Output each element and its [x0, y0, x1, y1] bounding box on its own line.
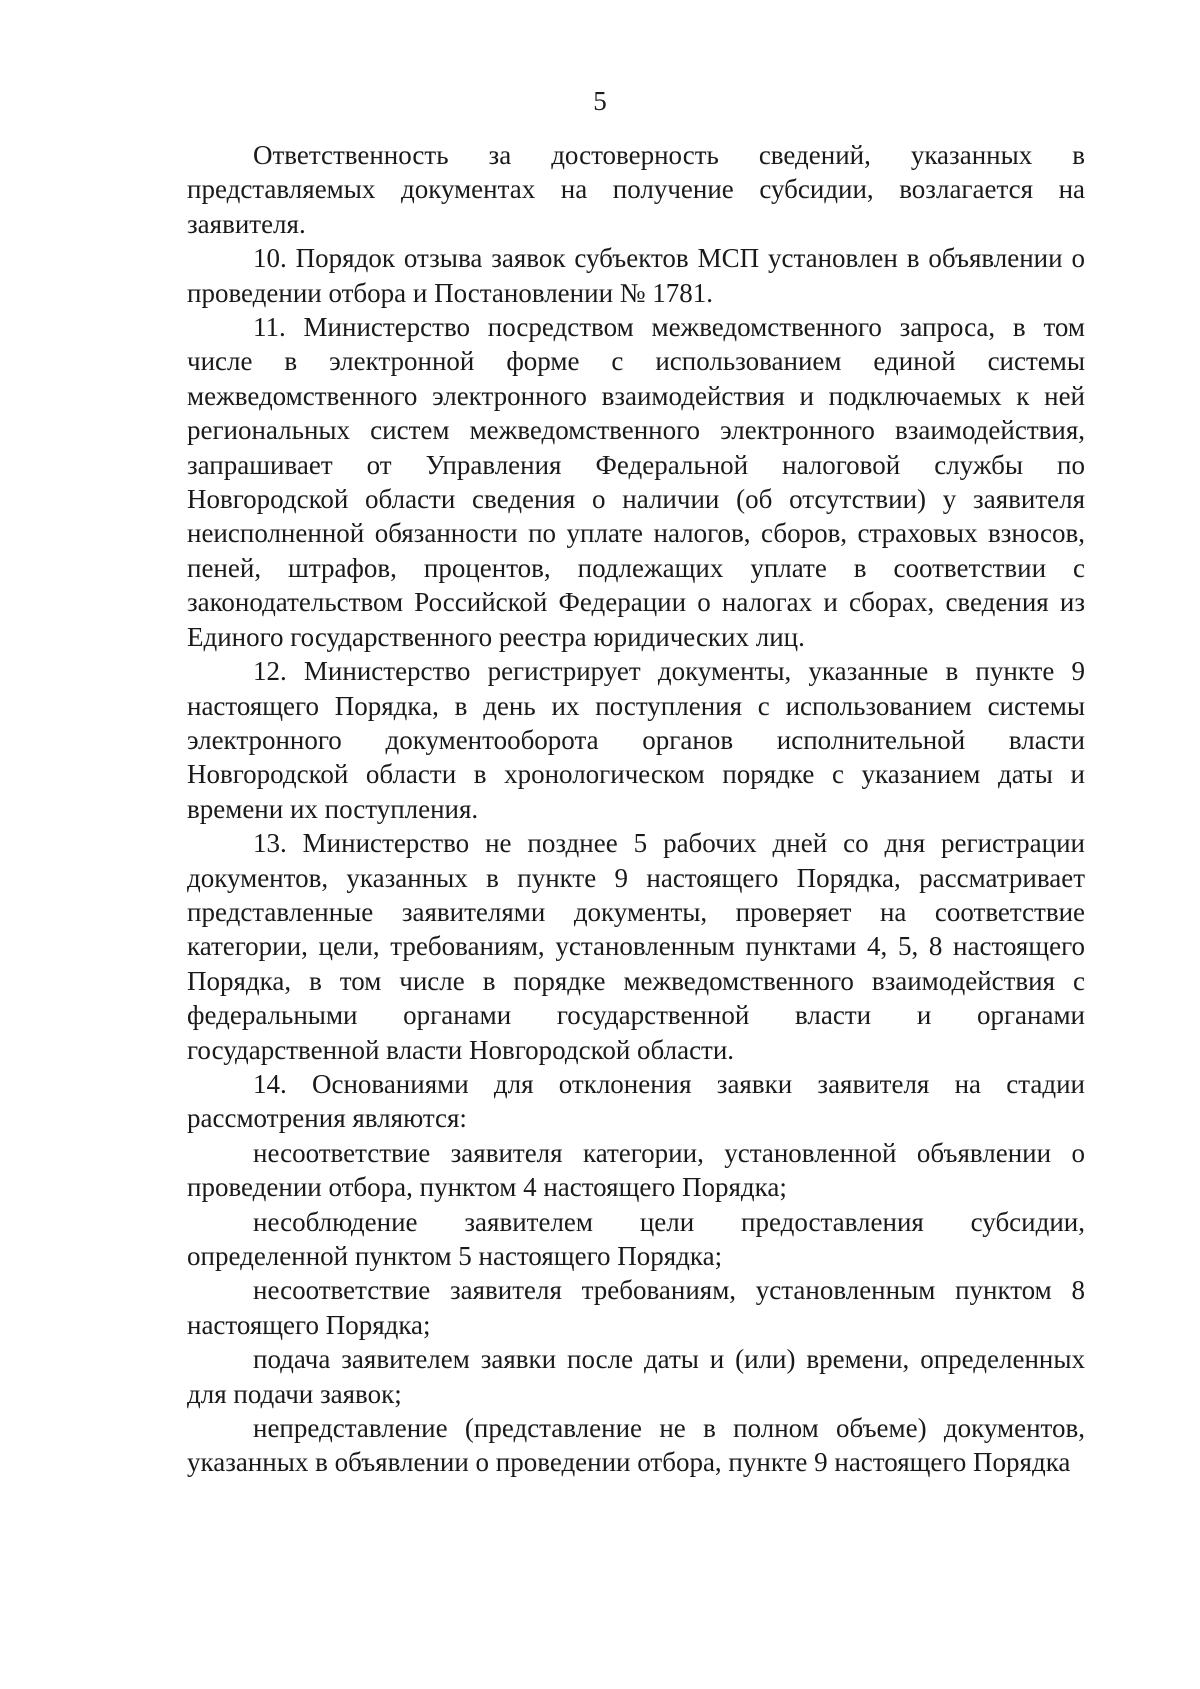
rejection-ground-requirements: несоответствие заявителя требованиям, установленным пунктом 8 настоящего Порядка; — [187, 1275, 1085, 1340]
paragraph-item-13: 13. Министерство не позднее 5 рабочих дней со дня регистрации документов, указанных в пункте 9 настоящего Порядка, рассматривает представленные заявителями документы, проверяет на соответствие категории, цели, требованиям, установленным пунктами 4, 5, 8 настоящего Порядка, в том числе в порядке межведомственного взаимодействия с федеральными органами государственной власти и органами государственной власти Новгородской области. — [187, 828, 1085, 1065]
rejection-ground-category: несоответствие заявителя категории, установленной объявлении о проведении отбора, пунктом 4 настоящего Порядка; — [187, 1137, 1085, 1203]
paragraph-item-11: 11. Министерство посредством межведомственного запроса, в том числе в электронной форме с использованием единой системы межведомственного электронного взаимодействия и подключаемых к ней региональных систем межведомственного электронного взаимодействия, запрашивает от Управления Федеральной налоговой службы по Новгородской области сведения о наличии (об отсутствии) у заявителя неисполненной обязанности по уплате налогов, сборов, страховых взносов, пеней, штрафов, процентов, подлежащих уплате в соответствии с законодательством Российской Федерации о налогах и сборах, сведения из Единого государственного реестра юридических лиц. — [187, 312, 1085, 652]
page-number: 5 — [593, 86, 607, 116]
rejection-ground-purpose: несоблюдение заявителем цели предоставления субсидии, определенной пунктом 5 настоящего Порядка; — [187, 1206, 1085, 1271]
paragraph-responsibility: Ответственность за достоверность сведений, указанных в представляемых документах на получение субсидии, возлагается на заявителя. — [187, 140, 1085, 239]
rejection-ground-missing-documents: непредставление (представление не в полном объеме) документов, указанных в объявлении о проведении отбора, пункте 9 настоящего Порядка — [187, 1413, 1085, 1478]
paragraph-item-12: 12. Министерство регистрирует документы, указанные в пункте 9 настоящего Порядка, в день их поступления с использованием системы электронного документооборота органов исполнительной власти Новгородской области в хронологическом порядке с указанием даты и времени их поступления. — [187, 656, 1085, 824]
document-body — [187, 138, 1085, 1480]
paragraph-item-14: 14. Основаниями для отклонения заявки заявителя на стадии рассмотрения являются: — [187, 1068, 1085, 1134]
paragraph-item-10: 10. Порядок отзыва заявок субъектов МСП установлен в объявлении о проведении отбора и Постановлении № 1781. — [187, 243, 1085, 308]
rejection-ground-late-submission: подача заявителем заявки после даты и (или) времени, определенных для подачи заявок; — [187, 1344, 1085, 1409]
